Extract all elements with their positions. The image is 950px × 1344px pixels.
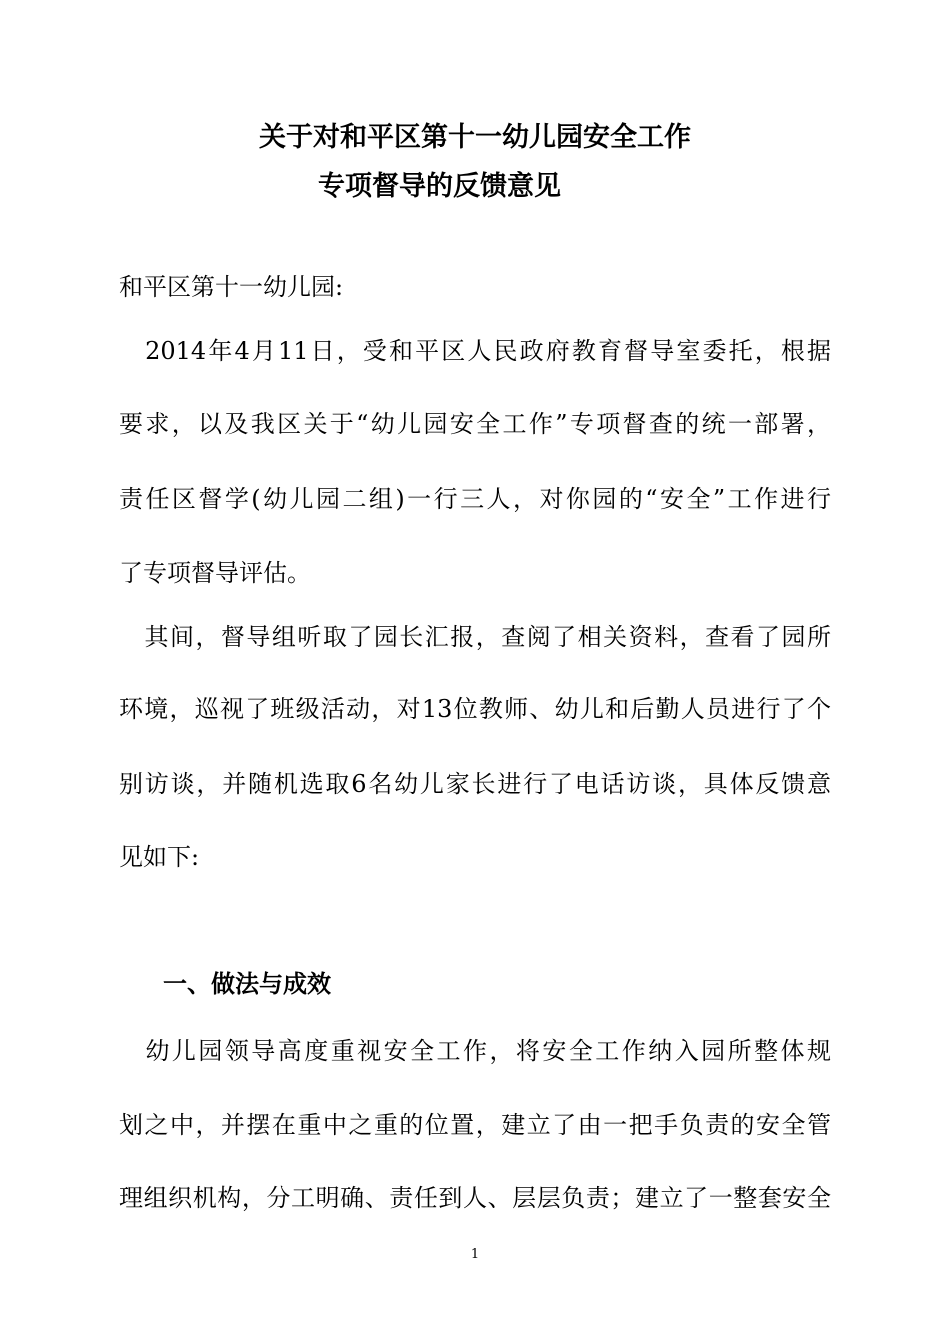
document-title-line-2: 专项督导的反馈意见 bbox=[318, 171, 561, 202]
section-heading-practices-and-results: 一、做法与成效 bbox=[163, 970, 331, 998]
paragraph-2-line-2: 环境，巡视了班级活动，对13位教师、幼儿和后勤人员进行了个 bbox=[119, 695, 831, 723]
paragraph-2-line-1: 其间，督导组听取了园长汇报，查阅了相关资料，查看了园所 bbox=[119, 623, 831, 651]
page-number: 1 bbox=[470, 1247, 480, 1262]
paragraph-2-line-3: 别访谈，并随机选取6名幼儿家长进行了电话访谈，具体反馈意 bbox=[119, 770, 831, 798]
paragraph-1-line-3: 责任区督学(幼儿园二组)一行三人，对你园的“安全”工作进行 bbox=[119, 485, 831, 513]
paragraph-1-line-4: 了专项督导评估。 bbox=[119, 559, 311, 587]
paragraph-3-line-2: 划之中，并摆在重中之重的位置，建立了由一把手负责的安全管 bbox=[119, 1111, 831, 1139]
paragraph-3-line-1: 幼儿园领导高度重视安全工作，将安全工作纳入园所整体规 bbox=[119, 1037, 831, 1065]
paragraph-1-line-2: 要求，以及我区关于“幼儿园安全工作”专项督查的统一部署， bbox=[119, 410, 831, 438]
paragraph-2-line-4: 见如下: bbox=[119, 843, 200, 871]
paragraph-3-line-3: 理组织机构，分工明确、责任到人、层层负责；建立了一整套安全 bbox=[119, 1184, 831, 1212]
document-title-line-1: 关于对和平区第十一幼儿园安全工作 bbox=[259, 122, 691, 153]
paragraph-1-line-1: 2014年4月11日，受和平区人民政府教育督导室委托，根据 bbox=[119, 337, 831, 365]
salutation: 和平区第十一幼儿园: bbox=[119, 273, 344, 301]
